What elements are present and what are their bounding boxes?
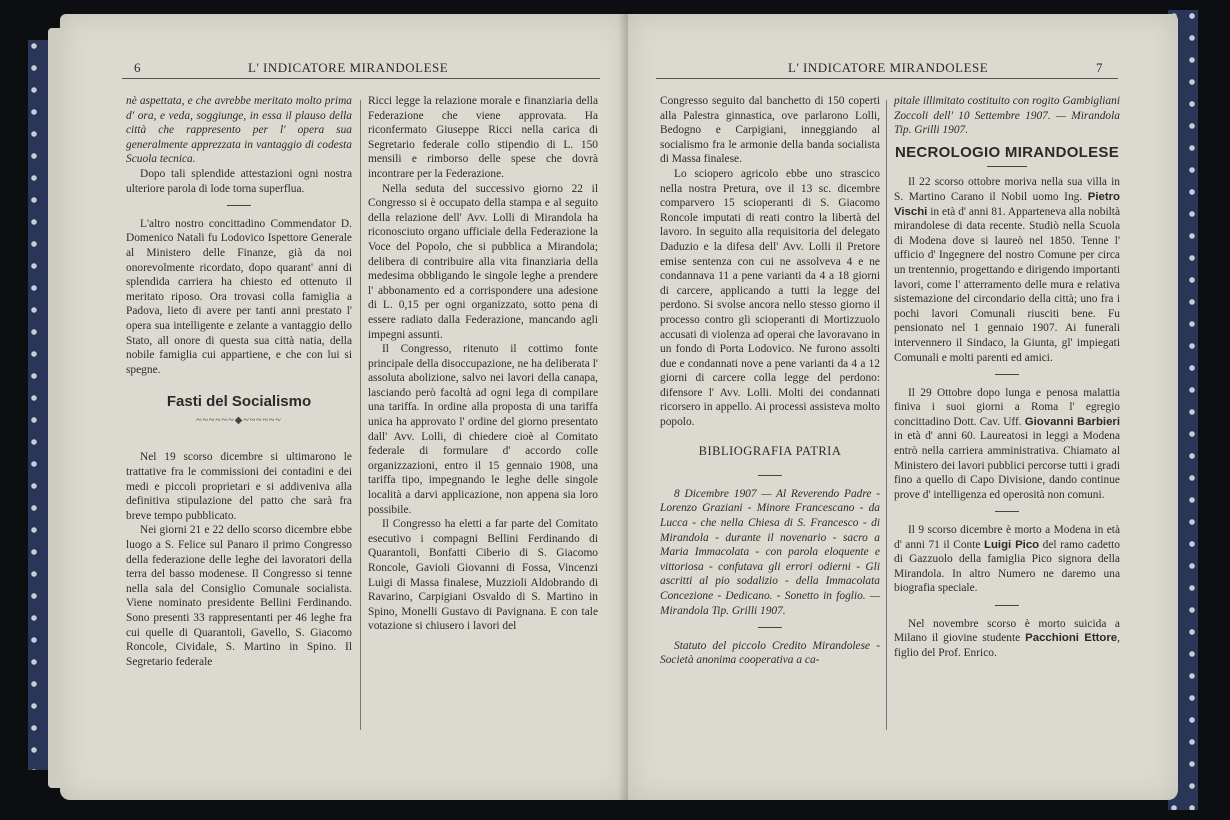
separator-dash <box>894 598 1120 613</box>
paragraph: Il Congresso, ritenuto il cottimo fonte principale della disoccupazione, ne ha deliberata l' assoluta abolizione, salvo nei lavori della canapa, lasciando però facoltà ad ogni lega di compilare una tariffa. In ordine alla proposta di una tariffa unica ha approvato l' ordine del giorno presentato dall' Avv. Lolli, di chiedere cioè al Comitato federale di formulare d' accordo colle organizzazioni, entro il 15 gennaio 1908, una tariffa tipo, impegnando le leghe delle singole località a darvi applicazione, non appena sia loro possibile. <box>368 343 598 516</box>
obituary-name: Pietro Vischi <box>894 190 1120 218</box>
obituary-text: in età d' anni 60. Laureatosi in leggi a Modena entrò nella carriera amministrativa. Chiamato al Ministero dei lavori pubblici percorse tutti i gradi fino a quello di Capo Divisione, dando continue prove d' intelligenza ed operosità non comuni. <box>894 430 1120 501</box>
paragraph: Lo sciopero agricolo ebbe uno strascico nella nostra Pretura, ove il 13 sc. dicembre comparvero 15 scioperanti di S. Giacomo Roncole imputati di reati contro la libertà del lavoro. In seguito alla requisitoria del delegato Daduzio e la difesa dell' Avv. Lolli il Pretore emise sentenza con cui ne assolveva 4 e ne condannava 11 a pene varianti da 4 a 18 giorni di carcere, applicando a tutti la legge del perdono. Si svolse ancora nello stesso giorno il processo contro gli scioperanti di Mortizzuolo accusati di violenza ad operai che lavoravano in un fondo di Porta Lodovico. Ne furono assolti due e condannati nove a pene varianti da 4 a 12 giorni di carcere colla legge del perdono: difensore l' Avv. Lolli. Molti dei condannati ricorsero in appello. Ai processi assisteva molto popolo. <box>660 167 880 429</box>
bibliography-entry: Statuto del piccolo Credito Mirandolese - Società anonima cooperativa a ca- <box>660 639 880 667</box>
paragraph: Il Congresso ha eletti a far parte del Comitato esecutivo i compagni Bellini Ferdinando di Quarantoli, Bonfatti Ciberio di S. Giacomo Roncole, Gavioli Giovanni di Fossa, Vincenzi Luigi di Massa finalese, Muzzioli Aldobrando di Ravarino, Carpigiani Osvaldo di S. Martino in Spino, Monelli Gustavo di Pavignana. E con tale votazione si chiusero i lavori del <box>368 518 598 633</box>
paragraph: Ricci legge la relazione morale e finanziaria della Federazione che viene approvata. Ha riconfermato Giuseppe Ricci nella carica di Segretario federale collo stipendio di L. 150 mensili e rimborso delle spese che dovrà incontrare per la Federazione. <box>368 95 598 180</box>
necrology-title: NECROLOGIO MIRANDOLESE <box>894 143 1120 161</box>
paragraph: Nella seduta del successivo giorno 22 il Congresso si è occupato della stampa e al seguito della relazione dell' Avv. Lolli di Mirandola ha riconosciuto organo ufficiale della Federazione la Voce del Popolo, che si pubblica a Mirandola; delibera di contribuire alla vita finanziaria della medesima obbligando le singole leghe a prendere l' abbonamento ed a corrispondere una adesione di L. 0,15 per ogni organizzato, sotto pena di essere radiato dalla Federazione, mancando agli impegni assunti. <box>368 182 598 341</box>
page-number-right: 7 <box>1096 60 1103 75</box>
bibliography-entry-continued: pitale illimitato costituito con rogito Gambigliani Zoccoli dell' 10 Settembre 1907. — Mirandola Tip. Grilli 1907. <box>894 95 1120 137</box>
paragraph: Nel 19 scorso dicembre si ultimarono le trattative fra le commissioni dei contadini e dei medi e piccoli proprietari e si addiveniva alla definitiva stipulazione del patto che sarà fra breve tempo pubblicato. <box>126 451 352 522</box>
obituary-text: in età d' anni 81. Apparteneva alla nobiltà mirandolese di data recente. Studiò nella Scuola di Modena dove si laureò nel 1850. Tenne l' ufficio d' Ingegnere del nostro Comune per circa un trentennio, progettando e dirigendo importanti lavori, come l' atterramento delle mura e relativa sistemazione del circondario della città; uno fra i pochi lavori Comunali riusciti bene. Fu pensionato nel 1 gennaio 1907. Ai funerali intervennero il Sindaco, la Giunta, gl' impiegati Comunali e molti parenti ed amici. <box>894 205 1120 364</box>
ornament: ~~~~~~◆~~~~~~ <box>196 414 282 426</box>
obituary-text: Nel novembre scorso è morto suicida a Milano il giovine studente <box>894 617 1120 645</box>
title-underline <box>987 166 1027 167</box>
obituary-text: Il 9 scorso dicembre è morto a Modena in età d' anni 71 il Conte <box>894 524 1120 551</box>
running-head-left: L' INDICATORE MIRANDOLESE <box>248 60 449 75</box>
separator-dash <box>126 198 352 213</box>
header-rule-left <box>122 78 600 79</box>
running-head-right: L' INDICATORE MIRANDOLESE <box>788 60 989 75</box>
bibliography-title: BIBLIOGRAFIA PATRIA <box>698 443 842 458</box>
paragraph: L'altro nostro concittadino Commendator D. Domenico Natali fu Lodovico Ispettore Generale al Ministero delle Finanze, già da noi onorevolmente ricordato, dopo quarant' anni di splendida carriera ha chiesto ed ottenuto il meritato riposo. Ora trovasi colla famiglia a Padova, lieto di avere per tanti anni prestato l' opera sua intelligente e zelante a vantaggio dello Stato, all onore di questa sua città natia, della nobile famiglia cui appartiene, e che con lui si spegne. <box>126 217 352 376</box>
separator-dash <box>660 468 880 483</box>
header-rule-right <box>656 78 1118 79</box>
separator-dash <box>894 504 1120 519</box>
obituary-text: del ramo cadetto di Gazzuolo della famiglia Pico signora della Mirandola. In altro Numero ne daremo una biografia speciale. <box>894 538 1120 595</box>
paragraph: Dopo tali splendide attestazioni ogni nostra ulteriore parola di lode torna superflua. <box>126 167 352 195</box>
column-divider-right <box>886 100 887 730</box>
obituary-name: Luigi Pico <box>984 538 1040 551</box>
paragraph: nè aspettata, e che avrebbe meritato molto prima d' ora, e veda, soggiunge, in essa il plauso della città che rappresento per l' opera sua generalmente apprezzata in vantaggio di codesta Scuola tecnica. <box>126 95 352 166</box>
paragraph: Congresso seguito dal banchetto di 150 coperti alla Palestra ginnastica, ove parlarono Lolli, Bedogno e Carpigiani, inneggiando al socialismo fra le armonie della banda socialista di Massa finalese. <box>660 95 880 166</box>
obituary-text: , figlio del Prof. Enrico. <box>894 632 1120 659</box>
obituary <box>894 175 1120 365</box>
obituary-text: Il 22 scorso ottobre moriva nella sua villa in S. Martino Carano il Nobil uomo Ing. <box>894 176 1120 203</box>
left-page <box>60 14 630 800</box>
obituary-name: Pacchioni Ettore <box>1025 632 1118 645</box>
bibliography-entry: 8 Dicembre 1907 — Al Reverendo Padre - Lorenzo Graziani - Minore Francescano - da Lucca - che nella Chiesa di S. Francesco - di Mirandola - durante il novenario - sacro a Maria Immacolata - con parola eloquente e vittoriosa - confutava gli errori odierni - Gli ascritti al pio sodalizio - della Immacolata Concezione - Dedicano. - Sonetto in foglio. — Mirandola Tip. Grilli 1907. <box>660 487 880 617</box>
separator-dash <box>894 367 1120 382</box>
column-divider-left <box>360 100 361 730</box>
paragraph: Nei giorni 21 e 22 dello scorso dicembre ebbe luogo a S. Felice sul Panaro il primo Congresso della federazione delle leghe dei lavoratori della terra del basso modenese. Il Congresso si tenne nella sala del Consiglio Comunale socialista. Viene nominato presidente Bellini Ferdinando. Sono presenti 33 rappresentanti per 46 leghe fra cui quelle di Quarantoli, Gavello, S. Giacomo Roncole, Cividale, S. Martino in Spino. Il Segretario federale <box>126 524 352 668</box>
obituary <box>894 386 1120 503</box>
right-page-column-1 <box>660 94 880 668</box>
obituary <box>894 617 1120 661</box>
page-number-left: 6 <box>134 60 141 75</box>
right-page-column-2 <box>894 94 1120 660</box>
obituary-text: Il 29 Ottobre dopo lunga e penosa malattia finiva i suoi giorni a Roma l' egregio concittadino Dott. Cav. Uff. <box>894 386 1120 428</box>
obituary <box>894 523 1120 596</box>
separator-dash <box>660 620 880 635</box>
right-page <box>628 14 1178 800</box>
left-page-column-2 <box>368 94 598 634</box>
left-page-column-1 <box>126 94 352 669</box>
obituary-name: Giovanni Barbieri <box>1024 415 1120 428</box>
section-title: Fasti del Socialismo <box>166 393 312 411</box>
